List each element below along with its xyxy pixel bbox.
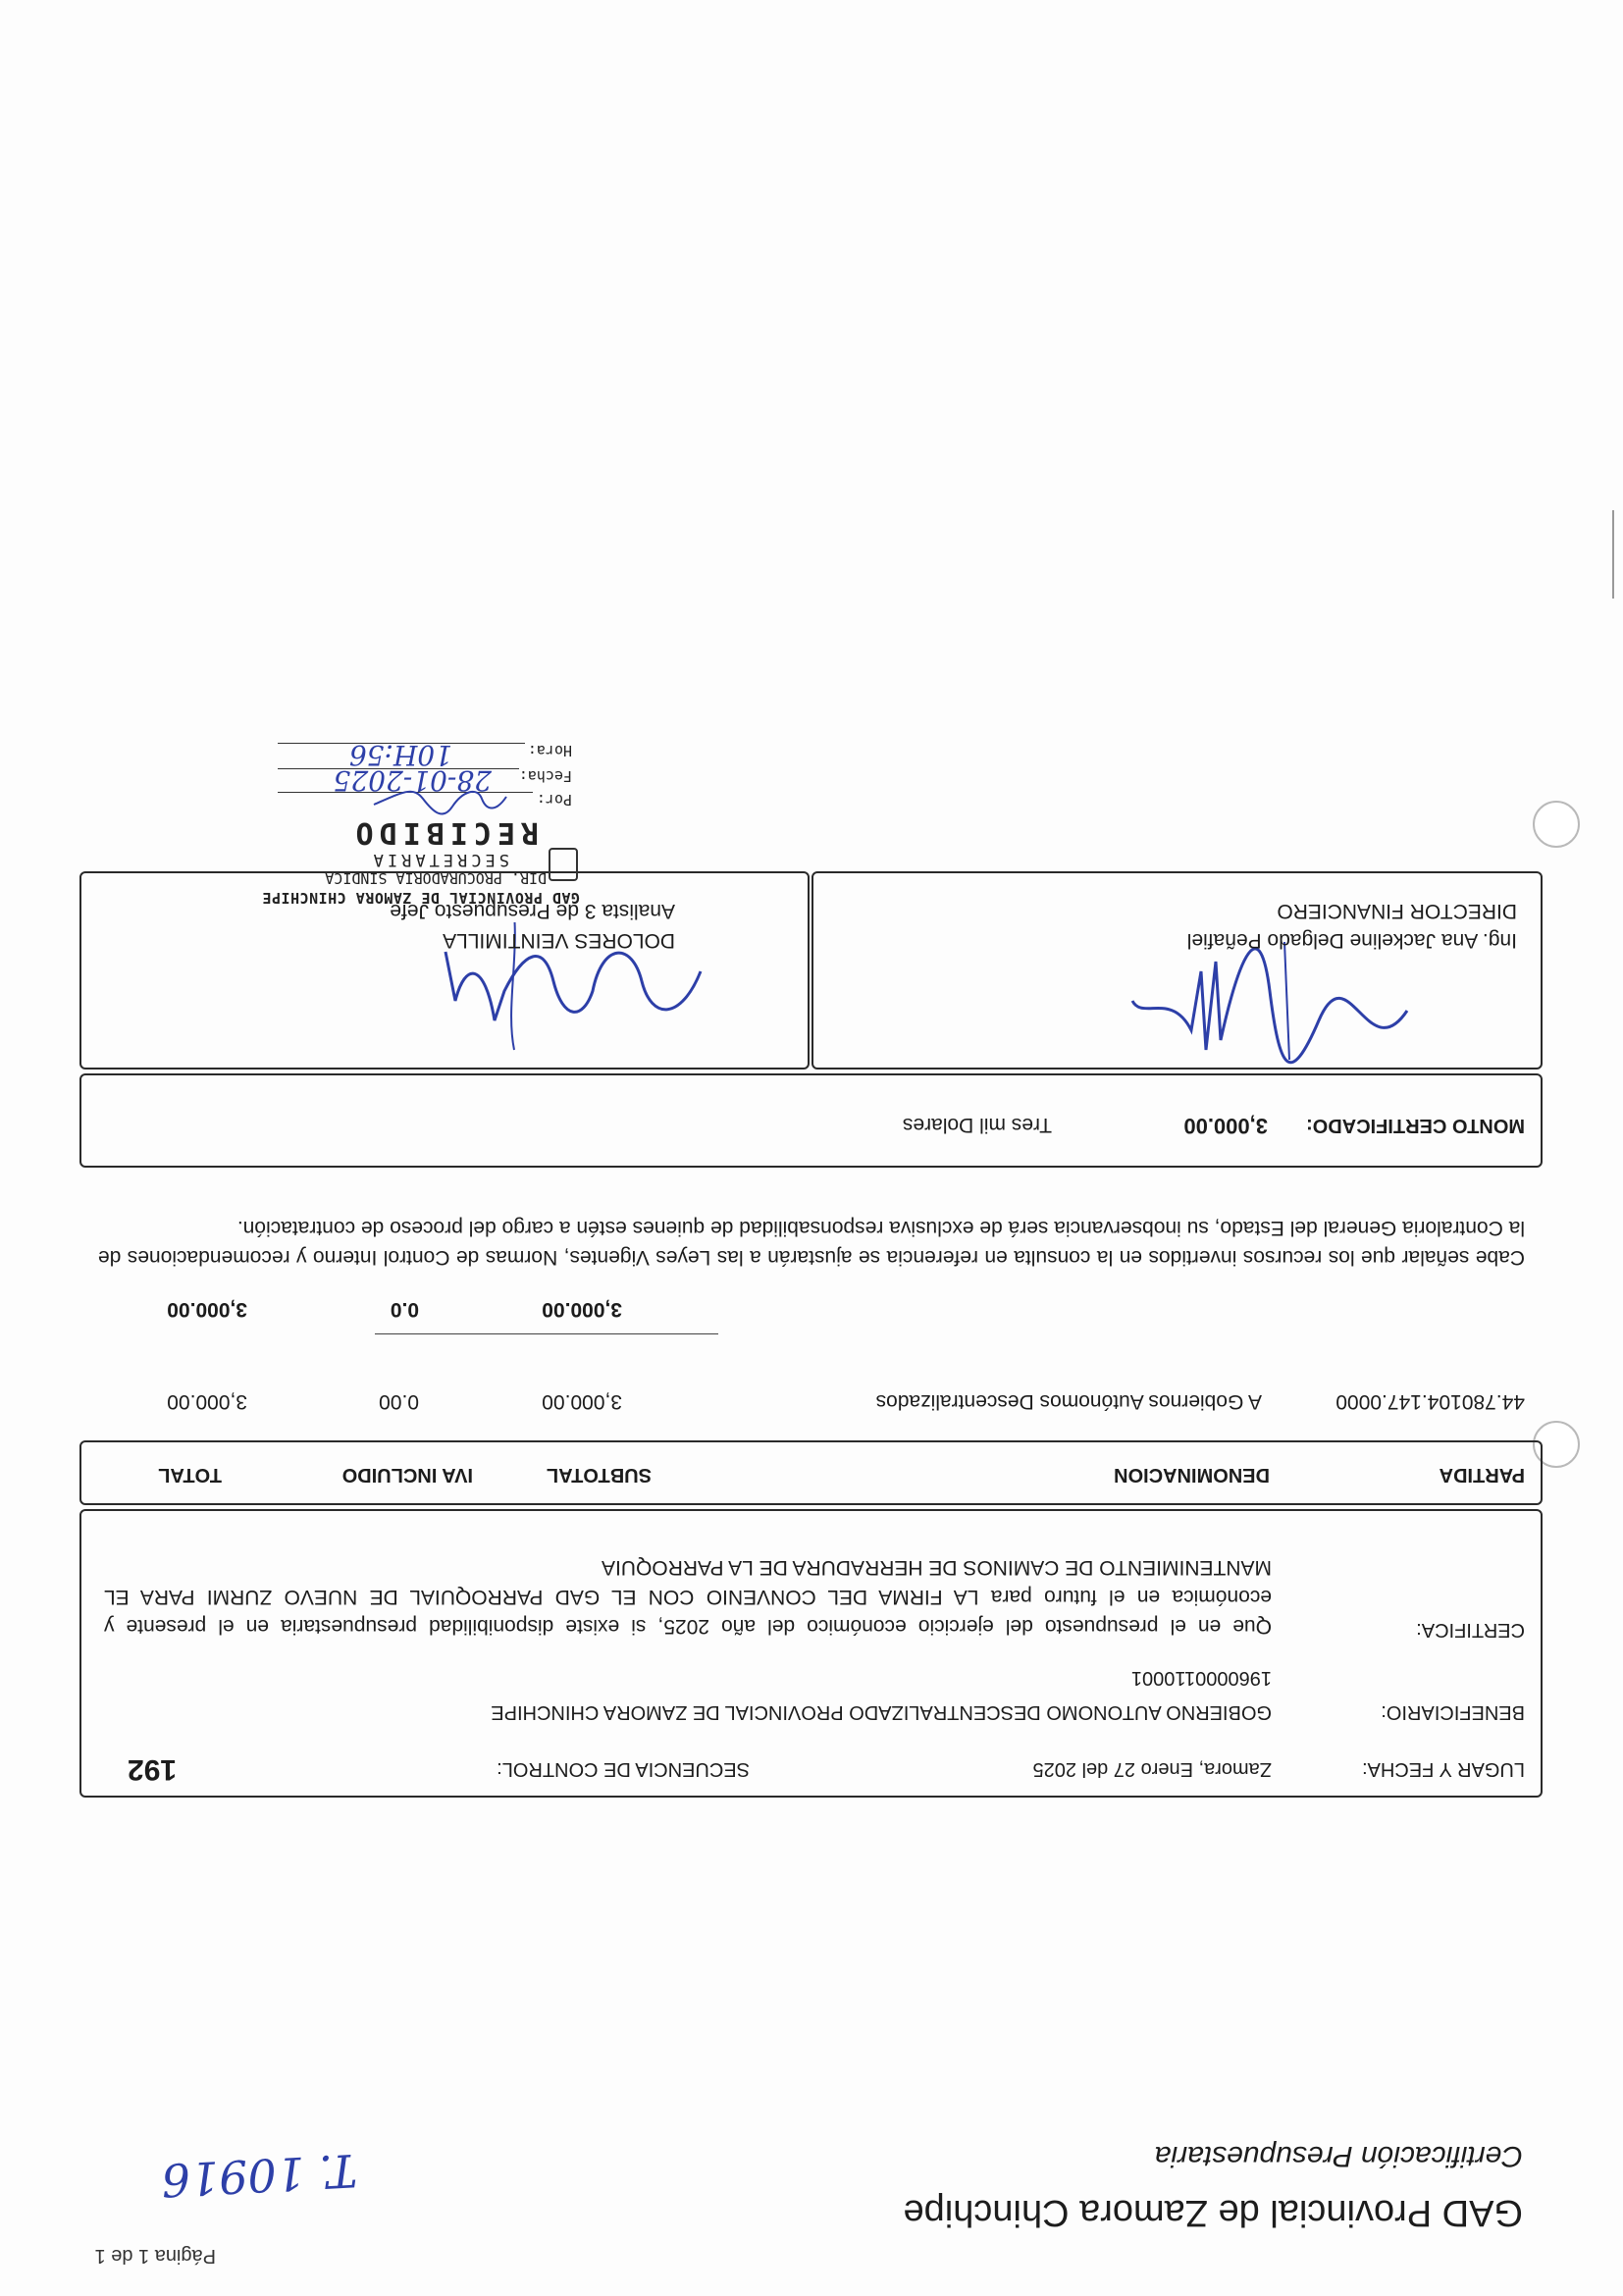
row-partida: 44.780104.147.0000 xyxy=(1335,1390,1525,1413)
row-total: 3,000.00 xyxy=(167,1390,247,1413)
stamp-line-3: SECRETARIA xyxy=(369,850,509,869)
stamp-line-1: GAD PROVINCIAL DE ZAMORA CHINCHIPE xyxy=(261,889,580,907)
amount-value: 3,000.00 xyxy=(1183,1114,1268,1138)
total-iva: 0.0 xyxy=(390,1298,419,1321)
amount-words: Tres mil Dolares xyxy=(902,1114,1052,1136)
document-title: Certificación Presupuestaria xyxy=(1154,2140,1523,2172)
stamp-fecha-label: Fecha: xyxy=(518,767,572,785)
certifies-text: Que en el presupuesto del ejercicio económico del año 2025, si existe disponibilidad presupuestaria en el presente y económica en el futuro para LA FIRMA DEL CONVENIO CON EL GAD PARROQUIAL DE NUEVO ZURMI PARA EL MANTENIMIENTO DE CAMINOS DE HERRADURA DE LA PARROQUIA xyxy=(104,1556,1272,1638)
col-denominacion: DENOMINACION xyxy=(1114,1464,1270,1486)
table-header-row xyxy=(83,1797,1541,1798)
total-subtotal: 3,000.00 xyxy=(542,1298,622,1321)
col-partida: PARTIDA xyxy=(1439,1464,1525,1486)
legal-note: Cabe señalar que los recursos invertidos en la consulta en referencia se ajustarán a las Leyes Vigentes, Normas de Control Interno y recomendaciones de la Contraloria General del Estado, su inobservancia será de exclusiva responsabilidad de quienes estén a cargo del proceso de contratación. xyxy=(98,1217,1525,1269)
col-iva: IVA INCLUIDO xyxy=(341,1464,473,1486)
total-total: 3,000.00 xyxy=(167,1298,247,1321)
received-stamp xyxy=(256,730,580,907)
amount-label: MONTO CERTIFICADO: xyxy=(1306,1115,1525,1136)
signer-left-title: DIRECTOR FINANCIERO xyxy=(1277,900,1517,922)
control-label: SECUENCIA DE CONTROL: xyxy=(497,1758,750,1780)
table-column-header xyxy=(79,1440,1543,1505)
stamp-por-label: Por: xyxy=(536,791,572,809)
row-iva: 0.00 xyxy=(379,1390,419,1413)
margin-mark xyxy=(1612,510,1614,599)
signer-right-title: Analista 3 de Presupuesto Jefe xyxy=(390,900,675,922)
totals-divider xyxy=(375,1333,718,1334)
certifies-label: CERTIFICA: xyxy=(1416,1619,1525,1641)
beneficiary-label: BENEFICIARIO: xyxy=(1381,1701,1525,1723)
stamp-fecha-value: 28-01-2025 xyxy=(333,764,492,797)
handwritten-reference: T. 10916 xyxy=(160,2143,359,2208)
row-subtotal: 3,000.00 xyxy=(542,1390,622,1413)
stamp-hora-label: Hora: xyxy=(527,742,572,759)
place-date-value: Zamora, Enero 27 del 2025 xyxy=(1032,1758,1272,1780)
page-number: Página 1 de 1 xyxy=(94,2245,216,2267)
row-denominacion: A Gobiernos Autónomos Descentralizados xyxy=(875,1390,1262,1413)
stamp-logo-icon xyxy=(549,848,578,881)
beneficiary-id: 1960000110001 xyxy=(1130,1667,1272,1689)
info-box-outer xyxy=(83,1513,1543,1798)
beneficiary-name: GOBIERNO AUTONOMO DESCENTRALIZADO PROVINCIAL DE ZAMORA CHINCHIPE xyxy=(491,1701,1272,1723)
stamp-line-4: RECIBIDO xyxy=(349,815,539,850)
place-date-label: LUGAR Y FECHA: xyxy=(1362,1758,1525,1780)
col-total: TOTAL xyxy=(158,1464,222,1486)
control-number: 192 xyxy=(127,1753,177,1786)
stamp-line-2: DIR. PROCURADORIA SINDICA xyxy=(325,869,547,887)
org-title: GAD Provincial de Zamora Chinchipe xyxy=(903,2192,1523,2233)
col-subtotal: SUBTOTAL xyxy=(546,1464,652,1486)
signer-right-name: DOLORES VEINTIMILLA xyxy=(443,929,675,952)
signer-left-name: Ing. Ana Jackeline Delgado Peñafiel xyxy=(1186,929,1517,952)
signature-scribble-left xyxy=(1113,942,1427,1079)
table-row xyxy=(83,1374,1543,1413)
stamp-hora-value: 10H:56 xyxy=(348,739,452,771)
